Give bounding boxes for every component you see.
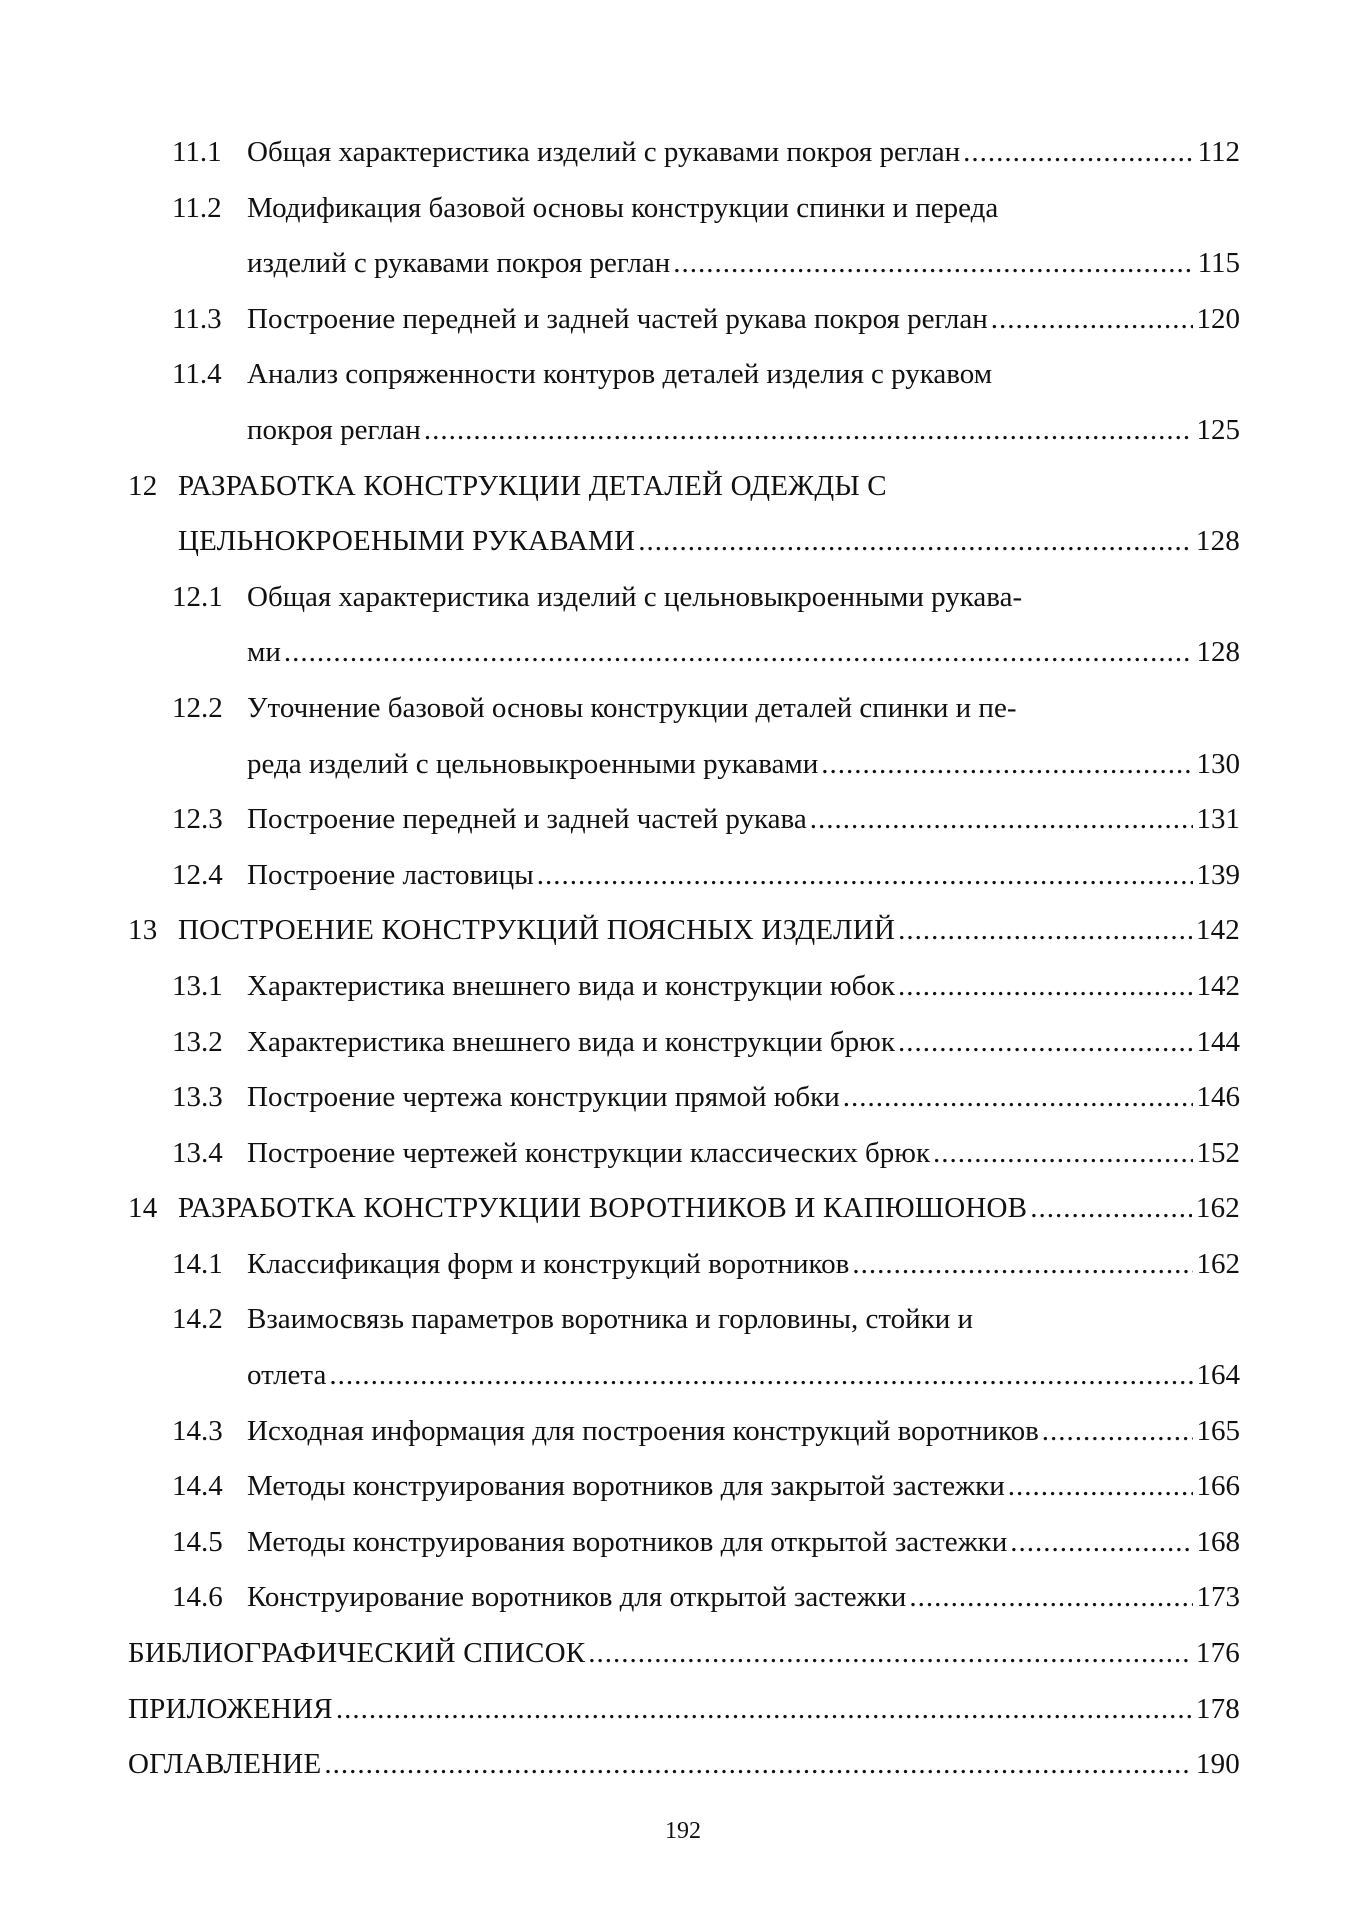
toc-entry-number: 12.4 — [172, 858, 223, 891]
toc-entry-number: 14.6 — [172, 1581, 223, 1614]
toc-entry-page: 112 — [1197, 136, 1240, 168]
toc-leader-dots — [810, 792, 1193, 848]
toc-entry-11-2-continuation — [128, 236, 1240, 292]
toc-chapter-title: ПОСТРОЕНИЕ КОНСТРУКЦИЙ ПОЯСНЫХ ИЗДЕЛИЙ — [178, 914, 896, 947]
toc-entry-14-1 — [128, 1237, 1240, 1293]
toc-entry-title-continued: реда изделий с цельновыкроенными рукавами — [247, 747, 819, 780]
toc-entry-appendices — [128, 1682, 1240, 1738]
toc-entry-number: 11.2 — [172, 191, 222, 224]
toc-entry-14-4 — [128, 1459, 1240, 1515]
toc-entry-number: 13.1 — [172, 969, 223, 1002]
toc-leader-dots — [898, 903, 1192, 959]
toc-entry-11-4 — [128, 347, 1240, 403]
toc-chapter-number: 14 — [128, 1192, 158, 1225]
toc-entry-title-continued: отлета — [247, 1359, 327, 1392]
toc-entry-title: ОГЛАВЛЕНИЕ — [128, 1748, 322, 1781]
toc-entry-title-continued: покроя реглан — [247, 413, 421, 446]
toc-entry-number: 11.4 — [172, 358, 222, 391]
toc-entry-title: Общая характеристика изделий с рукавами покроя реглан — [247, 136, 961, 168]
toc-entry-contents — [128, 1737, 1240, 1793]
toc-entry-number: 14.5 — [172, 1525, 223, 1558]
toc-entry-number: 12.3 — [172, 803, 223, 836]
toc-leader-dots — [588, 1626, 1192, 1682]
toc-entry-number: 14.2 — [172, 1303, 223, 1336]
toc-leader-dots — [1008, 1459, 1193, 1515]
toc-entry-page: 162 — [1195, 1192, 1240, 1225]
toc-entry-11-4-continuation — [128, 403, 1240, 459]
toc-entry-number: 11.3 — [172, 302, 222, 335]
toc-entry-12-1 — [128, 570, 1240, 626]
toc-entry-page: 128 — [1195, 525, 1240, 558]
toc-leader-dots — [424, 403, 1193, 459]
toc-entry-page: 190 — [1195, 1748, 1240, 1781]
toc-leader-dots — [821, 737, 1192, 793]
toc-entry-13-3 — [128, 1070, 1240, 1126]
toc-entry-13-1 — [128, 959, 1240, 1015]
toc-entry-title: Построение чертежа конструкции прямой юбки — [247, 1081, 840, 1114]
toc-entry-title: Исходная информация для построения конструкций воротников — [247, 1414, 1039, 1447]
toc-entry-page: 142 — [1195, 914, 1240, 947]
toc-entry-13-2 — [128, 1015, 1240, 1071]
toc-entry-page: 128 — [1196, 636, 1240, 669]
toc-entry-14-3 — [128, 1404, 1240, 1460]
toc-leader-dots — [1030, 1181, 1192, 1237]
toc-entry-page: 139 — [1196, 858, 1240, 891]
toc-entry-number: 12.2 — [172, 691, 223, 724]
toc-chapter-12 — [128, 459, 1240, 515]
toc-leader-dots — [852, 1237, 1192, 1293]
toc-leader-dots — [336, 1682, 1192, 1738]
toc-entry-title: Уточнение базовой основы конструкции деталей спинки и пе- — [247, 691, 1017, 724]
toc-entry-title: Построение передней и задней частей рукава — [247, 803, 807, 836]
toc-entry-page: 166 — [1196, 1470, 1240, 1503]
toc-leader-dots — [638, 514, 1192, 570]
toc-entry-title-continued: изделий с рукавами покроя реглан — [247, 247, 671, 280]
toc-leader-dots — [843, 1070, 1193, 1126]
toc-leader-dots — [1010, 1515, 1192, 1571]
toc-entry-page: 173 — [1196, 1581, 1240, 1614]
toc-leader-dots — [673, 236, 1193, 292]
toc-chapter-title: РАЗРАБОТКА КОНСТРУКЦИИ ДЕТАЛЕЙ ОДЕЖДЫ С — [178, 469, 887, 502]
toc-chapter-12-continuation — [128, 514, 1240, 570]
toc-entry-title: Построение чертежей конструкции классических брюк — [247, 1136, 931, 1169]
toc-entry-page: 152 — [1196, 1136, 1240, 1169]
toc-entry-14-5 — [128, 1515, 1240, 1571]
toc-entry-page: 125 — [1196, 413, 1240, 446]
toc-entry-11-3 — [128, 292, 1240, 348]
toc-entry-number: 14.1 — [172, 1247, 223, 1280]
toc-entry-page: 142 — [1196, 969, 1240, 1002]
toc-entry-14-2-continuation — [128, 1348, 1240, 1404]
toc-entry-page: 115 — [1197, 247, 1240, 280]
toc-entry-12-4 — [128, 848, 1240, 904]
toc-chapter-number: 12 — [128, 469, 158, 502]
toc-entry-12-2 — [128, 681, 1240, 737]
toc-entry-page: 176 — [1195, 1637, 1240, 1670]
toc-leader-dots — [284, 625, 1193, 681]
toc-chapter-number: 13 — [128, 914, 158, 947]
toc-entry-page: 164 — [1196, 1359, 1240, 1392]
toc-entry-number: 13.4 — [172, 1136, 223, 1169]
toc-entry-title: Анализ сопряженности контуров деталей изделия с рукавом — [247, 358, 993, 391]
toc-entry-number: 13.3 — [172, 1081, 223, 1114]
toc-entry-number: 14.3 — [172, 1414, 223, 1447]
toc-entry-number: 14.4 — [172, 1470, 223, 1503]
toc-leader-dots — [909, 1570, 1192, 1626]
toc-chapter-title-continued: ЦЕЛЬНОКРОЕНЫМИ РУКАВАМИ — [178, 525, 636, 558]
toc-leader-dots — [991, 292, 1193, 348]
toc-entry-number: 11.1 — [172, 136, 222, 168]
toc-leader-dots — [537, 848, 1193, 904]
toc-entry-page: 144 — [1196, 1025, 1240, 1058]
toc-chapter-title: РАЗРАБОТКА КОНСТРУКЦИИ ВОРОТНИКОВ И КАПЮШОНОВ — [178, 1192, 1028, 1225]
toc-leader-dots — [1042, 1404, 1193, 1460]
toc-entry-title: Характеристика внешнего вида и конструкции юбок — [247, 969, 895, 1002]
toc-entry-title-continued: ми — [247, 636, 281, 669]
toc-entry-title: Классификация форм и конструкций воротников — [247, 1247, 850, 1280]
toc-entry-page: 146 — [1196, 1081, 1240, 1114]
toc-leader-dots — [324, 1737, 1192, 1793]
toc-entry-page: 165 — [1196, 1414, 1240, 1447]
toc-entry-11-2 — [128, 181, 1240, 237]
toc-leader-dots — [898, 1015, 1193, 1071]
toc-entry-page: 162 — [1196, 1247, 1240, 1280]
toc-entry-14-6 — [128, 1570, 1240, 1626]
page-number: 192 — [665, 1818, 701, 1844]
toc-entry-page: 131 — [1196, 803, 1240, 836]
toc-entry-page: 178 — [1195, 1692, 1240, 1725]
toc-entry-12-2-continuation — [128, 737, 1240, 793]
toc-entry-12-1-continuation — [128, 625, 1240, 681]
toc-entry-title: Конструирование воротников для открытой застежки — [247, 1581, 907, 1614]
toc-entry-title: Построение ластовицы — [247, 858, 534, 891]
toc-entry-13-4 — [128, 1126, 1240, 1182]
toc-entry-page: 130 — [1196, 747, 1240, 780]
toc-entry-page: 168 — [1196, 1525, 1240, 1558]
toc-entry-title: Методы конструирования воротников для закрытой застежки — [247, 1470, 1005, 1503]
toc-entry-title: ПРИЛОЖЕНИЯ — [128, 1692, 333, 1725]
toc-entry-title: Общая характеристика изделий с цельновыкроенными рукава- — [247, 580, 1023, 613]
toc-chapter-13 — [128, 903, 1240, 959]
toc-entry-number: 12.1 — [172, 580, 223, 613]
toc-entry-11-1 — [128, 125, 1240, 181]
toc-entry-page: 120 — [1196, 302, 1240, 335]
toc-entry-bibliography — [128, 1626, 1240, 1682]
toc-leader-dots — [329, 1348, 1192, 1404]
toc-leader-dots — [933, 1126, 1192, 1182]
toc-entry-title: БИБЛИОГРАФИЧЕСКИЙ СПИСОК — [128, 1637, 586, 1670]
toc-entry-number: 13.2 — [172, 1025, 223, 1058]
toc-entry-title: Построение передней и задней частей рукава покроя реглан — [247, 302, 988, 335]
toc-entry-title: Методы конструирования воротников для открытой застежки — [247, 1525, 1008, 1558]
toc-leader-dots — [963, 125, 1193, 181]
table-of-contents — [128, 125, 1240, 1793]
toc-entry-title: Взаимосвязь параметров воротника и горловины, стойки и — [247, 1303, 974, 1336]
toc-entry-title: Модификация базовой основы конструкции спинки и переда — [247, 191, 999, 224]
toc-chapter-14 — [128, 1181, 1240, 1237]
toc-leader-dots — [898, 959, 1193, 1015]
toc-entry-title: Характеристика внешнего вида и конструкции брюк — [247, 1025, 895, 1058]
toc-entry-14-2 — [128, 1292, 1240, 1348]
toc-entry-12-3 — [128, 792, 1240, 848]
